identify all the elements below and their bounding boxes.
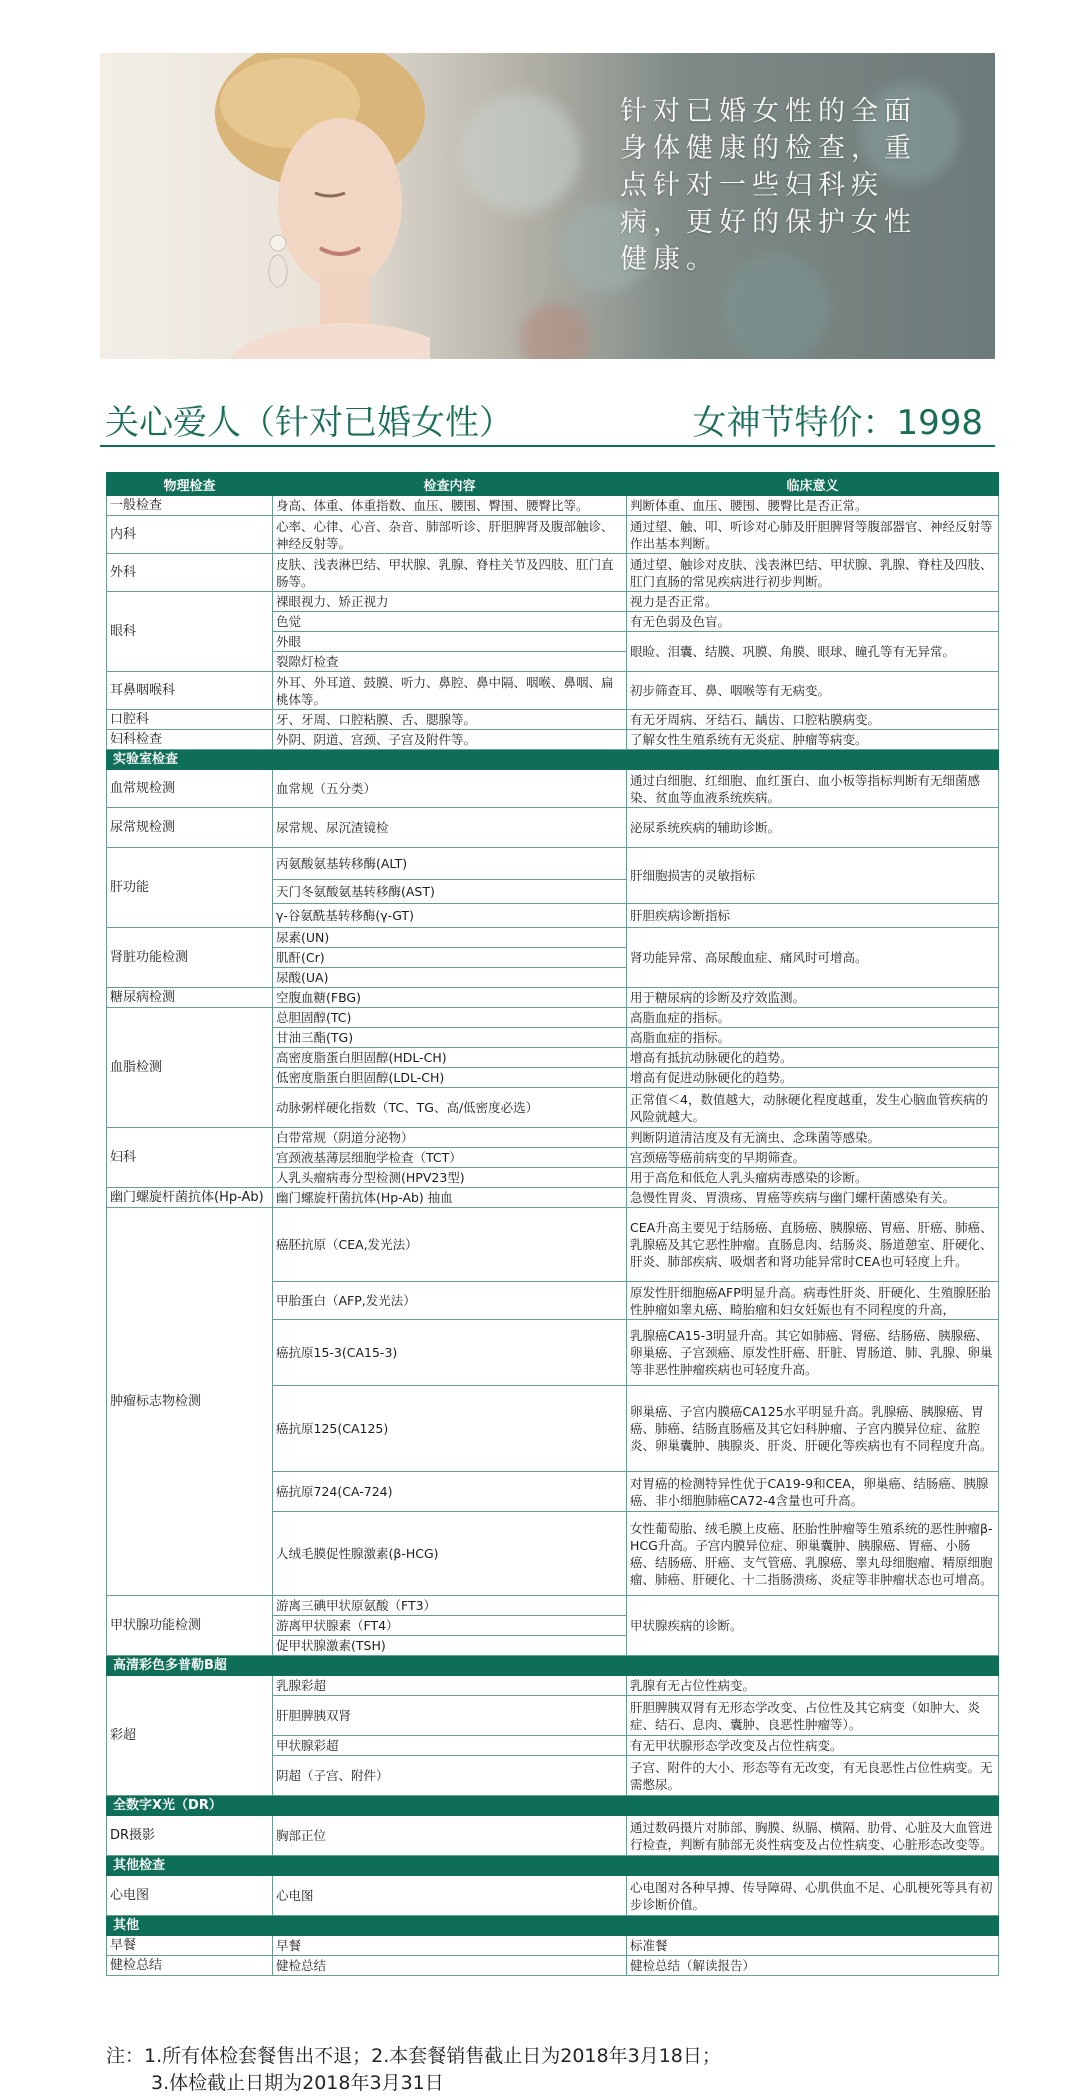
- category-cell: 妇科检查: [107, 730, 273, 750]
- meaning-cell: 视力是否正常。: [627, 592, 999, 612]
- item-cell: 人绒毛膜促性腺激素(β-HCG): [273, 1512, 627, 1596]
- table-row: [107, 1936, 999, 1956]
- table-header-row: [107, 473, 999, 496]
- item-cell: 外阴、阴道、宫颈、子宫及附件等。: [273, 730, 627, 750]
- meaning-cell: 用于糖尿病的诊断及疗效监测。: [627, 988, 999, 1008]
- meaning-cell: 肝胆脾胰双肾有无形态学改变、占位性及其它病变（如肿大、炎症、结石、息肉、囊肿、良恶性肿瘤等）。: [627, 1696, 999, 1736]
- package-price: 女神节特价：1998: [692, 403, 983, 443]
- item-cell: 肌酐(Cr): [273, 948, 627, 968]
- category-cell: 肾脏功能检测: [107, 928, 273, 988]
- category-cell: 眼科: [107, 592, 273, 672]
- item-cell: 癌抗原15-3(CA15-3): [273, 1320, 627, 1386]
- item-cell: 外耳、外耳道、鼓膜、听力、鼻腔、鼻中隔、咽喉、鼻咽、扁桃体等。: [273, 672, 627, 710]
- item-cell: 人乳头瘤病毒分型检测(HPV23型): [273, 1168, 627, 1188]
- meaning-cell: 急慢性胃炎、胃溃疡、胃癌等疾病与幽门螺杆菌感染有关。: [627, 1188, 999, 1208]
- banner-text: 针对已婚女性的全面 身体健康的检查，重 点针对一些妇科疾 病，更好的保护女性 健康。: [620, 96, 917, 275]
- hero-banner: [100, 53, 995, 359]
- meaning-cell: 宫颈癌等癌前病变的早期筛查。: [627, 1148, 999, 1168]
- item-cell: 胸部正位: [273, 1816, 627, 1856]
- item-cell: 肝胆脾胰双肾: [273, 1696, 627, 1736]
- section-header-row: [107, 1656, 999, 1676]
- item-cell: 色觉: [273, 612, 627, 632]
- category-cell: 健检总结: [107, 1956, 273, 1976]
- meaning-cell: 眼睑、泪囊、结膜、巩膜、角膜、眼球、瞳孔等有无异常。: [627, 632, 999, 672]
- meaning-cell: 高脂血症的指标。: [627, 1008, 999, 1028]
- table-row: [107, 710, 999, 730]
- section-header-row: [107, 1916, 999, 1936]
- section-header-row: [107, 1856, 999, 1876]
- table-row: [107, 1876, 999, 1916]
- item-cell: 尿素(UN): [273, 928, 627, 948]
- notes: [106, 2043, 1006, 2097]
- category-cell: 糖尿病检测: [107, 988, 273, 1008]
- category-cell: 肿瘤标志物检测: [107, 1208, 273, 1596]
- meaning-cell: 肝细胞损害的灵敏指标: [627, 848, 999, 904]
- meaning-cell: CEA升高主要见于结肠癌、直肠癌、胰腺癌、胃癌、肝癌、肺癌、乳腺癌及其它恶性肿瘤。直肠息肉、结肠炎、肠道憩室、肝硬化、肝炎、肺部疾病、吸烟者和肾功能异常时CEA也可轻度上升。: [627, 1208, 999, 1282]
- exam-table: [106, 472, 999, 1976]
- item-cell: 甲状腺彩超: [273, 1736, 627, 1756]
- item-cell: 幽门螺旋杆菌抗体(Hp-Ab) 抽血: [273, 1188, 627, 1208]
- meaning-cell: 了解女性生殖系统有无炎症、肿瘤等病变。: [627, 730, 999, 750]
- item-cell: 宫颈液基薄层细胞学检查（TCT）: [273, 1148, 627, 1168]
- item-cell: 甘油三酯(TG): [273, 1028, 627, 1048]
- table-row: [107, 770, 999, 808]
- table-body: [107, 496, 999, 1976]
- category-cell: 口腔科: [107, 710, 273, 730]
- meaning-cell: 健检总结（解读报告）: [627, 1956, 999, 1976]
- item-cell: 动脉粥样硬化指数（TC、TG、高/低密度必选）: [273, 1088, 627, 1128]
- meaning-cell: 初步筛查耳、鼻、咽喉等有无病变。: [627, 672, 999, 710]
- note-line-1: 注：1.所有体检套餐售出不退；2.本套餐销售截止日为2018年3月18日；: [106, 2045, 721, 2067]
- meaning-cell: 原发性肝细胞癌AFP明显升高。病毒性肝炎、肝硬化、生殖腺胚胎性肿瘤如睾丸癌、畸胎瘤和妇女妊娠也有不同程度的升高，: [627, 1282, 999, 1320]
- item-cell: 裸眼视力、矫正视力: [273, 592, 627, 612]
- item-cell: 血常规（五分类）: [273, 770, 627, 808]
- item-cell: 癌抗原724(CA-724): [273, 1472, 627, 1512]
- table-row: [107, 496, 999, 516]
- category-cell: 早餐: [107, 1936, 273, 1956]
- table-row: [107, 1128, 999, 1148]
- table-row: [107, 672, 999, 710]
- category-cell: 幽门螺旋杆菌抗体(Hp-Ab): [107, 1188, 273, 1208]
- table-row: [107, 1676, 999, 1696]
- meaning-cell: 用于高危和低危人乳头瘤病毒感染的诊断。: [627, 1168, 999, 1188]
- meaning-cell: 通过白细胞、红细胞、血红蛋白、血小板等指标判断有无细菌感染、贫血等血液系统疾病。: [627, 770, 999, 808]
- item-cell: 促甲状腺激素(TSH): [273, 1636, 627, 1656]
- item-cell: 癌胚抗原（CEA,发光法）: [273, 1208, 627, 1282]
- category-cell: 尿常规检测: [107, 808, 273, 848]
- meaning-cell: 增高有促进动脉硬化的趋势。: [627, 1068, 999, 1088]
- item-cell: 身高、体重、体重指数、血压、腰围、臀围、腰臀比等。: [273, 496, 627, 516]
- meaning-cell: 卵巢癌、子宫内膜癌CA125水平明显升高。乳腺癌、胰腺癌、胃癌、肺癌、结肠直肠癌及其它妇科肿瘤、子宫内膜异位症、盆腔炎、卵巢囊肿、胰腺炎、肝炎、肝硬化等疾病也有不同程度升高。: [627, 1386, 999, 1472]
- bride-portrait-image: [170, 53, 430, 359]
- item-cell: 心电图: [273, 1876, 627, 1916]
- meaning-cell: 女性葡萄胎、绒毛膜上皮癌、胚胎性肿瘤等生殖系统的恶性肿瘤β-HCG升高。子宫内膜异位症、卵巢囊肿、胰腺癌、胃癌、小肠癌、结肠癌、肝癌、支气管癌、乳腺癌、睾丸母细胞瘤、精原细胞瘤、肺癌、肝硬化、十二指肠溃疡、炎症等非肿瘤状态也可增高。: [627, 1512, 999, 1596]
- meaning-cell: 有无甲状腺形态学改变及占位性病变。: [627, 1736, 999, 1756]
- section-label: 其他: [107, 1916, 999, 1936]
- package-title: 关心爱人（针对已婚女性）: [105, 403, 513, 443]
- title-row: [100, 393, 995, 447]
- meaning-cell: 判断阴道清洁度及有无滴虫、念珠菌等感染。: [627, 1128, 999, 1148]
- meaning-cell: 标准餐: [627, 1936, 999, 1956]
- table-row: [107, 1008, 999, 1028]
- item-cell: 丙氨酸氨基转移酶(ALT): [273, 848, 627, 880]
- table-row: [107, 848, 999, 880]
- section-header-row: [107, 750, 999, 770]
- table-row: [107, 1596, 999, 1616]
- meaning-cell: 心电图对各种早搏、传导障碍、心肌供血不足、心肌梗死等具有初步诊断价值。: [627, 1876, 999, 1916]
- meaning-cell: 乳腺有无占位性病变。: [627, 1676, 999, 1696]
- meaning-cell: 通过望、触、叩、听诊对心肺及肝胆脾肾等腹部器官、神经反射等作出基本判断。: [627, 516, 999, 554]
- section-header-row: [107, 1796, 999, 1816]
- table-row: [107, 554, 999, 592]
- header-category: 物理检查: [107, 473, 273, 496]
- category-cell: 一般检查: [107, 496, 273, 516]
- section-label: 其他检查: [107, 1856, 999, 1876]
- item-cell: 外眼: [273, 632, 627, 652]
- item-cell: 癌抗原125(CA125): [273, 1386, 627, 1472]
- category-cell: 妇科: [107, 1128, 273, 1188]
- category-cell: 血脂检测: [107, 1008, 273, 1128]
- item-cell: 皮肤、浅表淋巴结、甲状腺、乳腺、脊柱关节及四肢、肛门直肠等。: [273, 554, 627, 592]
- meaning-cell: 子宫、附件的大小、形态等有无改变，有无良恶性占位性病变。无需憋尿。: [627, 1756, 999, 1796]
- item-cell: 游离甲状腺素（FT4）: [273, 1616, 627, 1636]
- category-cell: 耳鼻咽喉科: [107, 672, 273, 710]
- meaning-cell: 正常值＜4，数值越大，动脉硬化程度越重，发生心脑血管疾病的风险就越大。: [627, 1088, 999, 1128]
- category-cell: 彩超: [107, 1676, 273, 1796]
- item-cell: 健检总结: [273, 1956, 627, 1976]
- meaning-cell: 肝胆疾病诊断指标: [627, 904, 999, 928]
- section-label: 高清彩色多普勒B超: [107, 1656, 999, 1676]
- item-cell: 白带常规（阴道分泌物）: [273, 1128, 627, 1148]
- table-row: [107, 1188, 999, 1208]
- section-label: 实验室检查: [107, 750, 999, 770]
- category-cell: 外科: [107, 554, 273, 592]
- item-cell: 高密度脂蛋白胆固醇(HDL-CH): [273, 1048, 627, 1068]
- meaning-cell: 有无色弱及色盲。: [627, 612, 999, 632]
- table-row: [107, 1956, 999, 1976]
- note-line-2: 3.体检截止日期为2018年3月31日: [151, 2072, 444, 2094]
- exam-table-wrap: [106, 472, 998, 1976]
- item-cell: 空腹血糖(FBG): [273, 988, 627, 1008]
- section-label: 全数字X光（DR）: [107, 1796, 999, 1816]
- meaning-cell: 通过望、触诊对皮肤、浅表淋巴结、甲状腺、乳腺、脊柱及四肢、肛门直肠的常见疾病进行初步判断。: [627, 554, 999, 592]
- meaning-cell: 甲状腺疾病的诊断。: [627, 1596, 999, 1656]
- table-row: [107, 988, 999, 1008]
- header-meaning: 临床意义: [627, 473, 999, 496]
- header-content: 检查内容: [273, 473, 627, 496]
- table-row: [107, 928, 999, 948]
- item-cell: 乳腺彩超: [273, 1676, 627, 1696]
- item-cell: 游离三碘甲状原氨酸（FT3）: [273, 1596, 627, 1616]
- meaning-cell: 乳腺癌CA15-3明显升高。其它如肺癌、肾癌、结肠癌、胰腺癌、卵巢癌、子宫颈癌、原发性肝癌、肝脏、胃肠道、肺、乳腺、卵巢等非恶性肿瘤疾病也可轻度升高。: [627, 1320, 999, 1386]
- item-cell: 裂隙灯检查: [273, 652, 627, 672]
- item-cell: 尿酸(UA): [273, 968, 627, 988]
- item-cell: 总胆固醇(TC): [273, 1008, 627, 1028]
- item-cell: 低密度脂蛋白胆固醇(LDL-CH): [273, 1068, 627, 1088]
- category-cell: DR摄影: [107, 1816, 273, 1856]
- item-cell: 天门冬氨酸氨基转移酶(AST): [273, 880, 627, 904]
- item-cell: 早餐: [273, 1936, 627, 1956]
- item-cell: 尿常规、尿沉渣镜检: [273, 808, 627, 848]
- category-cell: 内科: [107, 516, 273, 554]
- meaning-cell: 通过数码摄片对肺部、胸膜、纵膈、横隔、肋骨、心脏及大血管进行检查，判断有肺部无炎性病变及占位性病变、心脏形态改变等。: [627, 1816, 999, 1856]
- table-row: [107, 516, 999, 554]
- table-row: [107, 808, 999, 848]
- meaning-cell: 泌尿系统疾病的辅助诊断。: [627, 808, 999, 848]
- meaning-cell: 有无牙周病、牙结石、龋齿、口腔粘膜病变。: [627, 710, 999, 730]
- item-cell: 甲胎蛋白（AFP,发光法）: [273, 1282, 627, 1320]
- table-row: [107, 592, 999, 612]
- meaning-cell: 高脂血症的指标。: [627, 1028, 999, 1048]
- item-cell: 心率、心律、心音、杂音、肺部听诊、肝胆脾肾及腹部触诊、神经反射等。: [273, 516, 627, 554]
- item-cell: 阴超（子宫、附件）: [273, 1756, 627, 1796]
- meaning-cell: 对胃癌的检测特异性优于CA19-9和CEA，卵巢癌、结肠癌、胰腺癌、非小细胞肺癌CA72-4含量也可升高。: [627, 1472, 999, 1512]
- table-row: [107, 1816, 999, 1856]
- table-row: [107, 1208, 999, 1282]
- category-cell: 血常规检测: [107, 770, 273, 808]
- meaning-cell: 判断体重、血压、腰围、腰臀比是否正常。: [627, 496, 999, 516]
- category-cell: 甲状腺功能检测: [107, 1596, 273, 1656]
- meaning-cell: 肾功能异常、高尿酸血症、痛风时可增高。: [627, 928, 999, 988]
- category-cell: 肝功能: [107, 848, 273, 928]
- item-cell: γ-谷氨酰基转移酶(γ-GT): [273, 904, 627, 928]
- item-cell: 牙、牙周、口腔粘膜、舌、腮腺等。: [273, 710, 627, 730]
- meaning-cell: 增高有抵抗动脉硬化的趋势。: [627, 1048, 999, 1068]
- table-row: [107, 730, 999, 750]
- category-cell: 心电图: [107, 1876, 273, 1916]
